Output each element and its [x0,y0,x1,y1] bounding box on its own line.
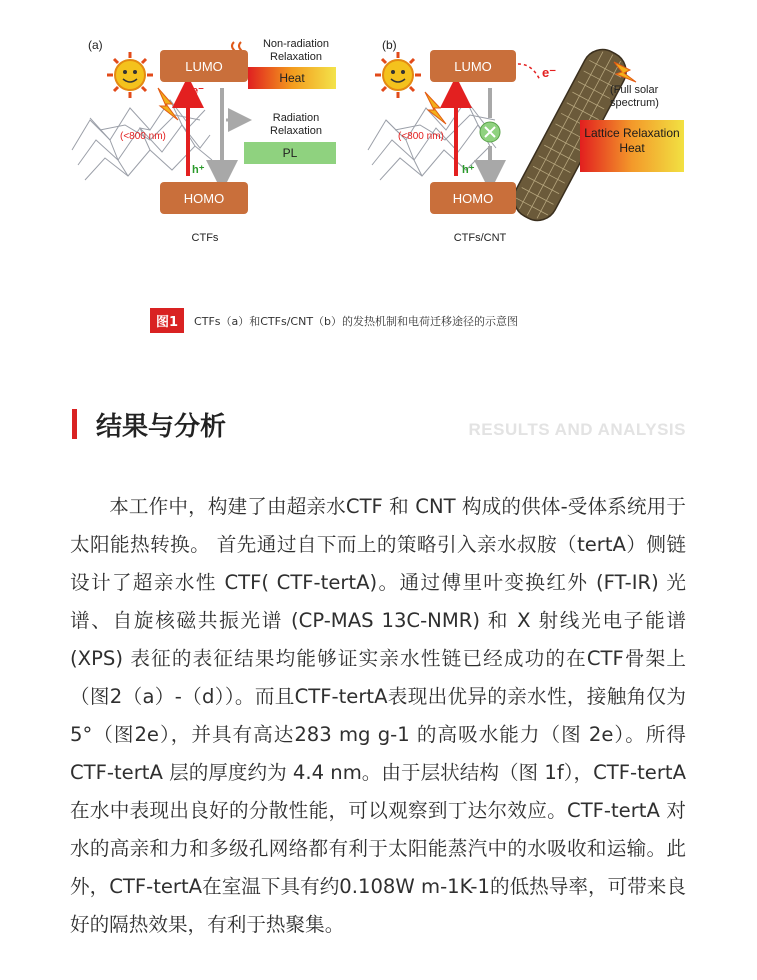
caption-text: CTFs（a）和CTFs/CNT（b）的发热机制和电荷迁移途径的示意图 [194,314,519,328]
sun-icon-b [375,52,421,98]
ctfs-cnt-sublabel: CTFs/CNT [453,232,507,244]
panel-b-label: (b) [382,38,397,52]
lumo-box-b: LUMO [430,50,516,82]
section-accent-bar [72,409,77,439]
body-paragraph: 本工作中，构建了由超亲水CTF 和 CNT 构成的供体-受体系统用于太阳能热转换。 首先通过自下而上的策略引入亲水叔胺（tertA）侧链设计了超亲水性 CTF( CTF-tertA)。通过傅里叶变换红外 (FT-IR) 光谱、自旋核磁共振光谱 (CP-MAS 13C-NMR) 和 X 射线光电子能谱 (XPS) 表征的表征结果均能够证实亲水性链已经成功的在CTF骨架上（图2（a）-（d））。而且CTF-tertA表现出优异的亲水性，接触角仅为5°（图2e），并具有高达283 mg g-1 的高吸水能力（图 2e）。所得 CTF-tertA 层的厚度约为 4.4 nm。由于层状结构（图 1f），CTF-tertA 在水中表现出良好的分散性能，可以观察到丁达尔效应。CTF-tertA 对水的高亲和力和多级孔网络都有利于太阳能蒸汽中的水吸收和运输。此外，CTF-tertA在室温下具有约0.108W m-1K-1的低热导率，可带来良好的隔热效果，有利于热聚集。 [70,495,686,936]
figure-tag: 图1 [150,308,184,333]
wavelength-label-a: (<800 nm) [120,131,166,142]
electron-transfer-path [512,64,540,80]
homo-box-b: HOMO [430,182,516,214]
section-header [72,404,686,444]
section-title-english: RESULTS AND ANALYSIS [468,420,686,439]
lattice-heat-box: Lattice Relaxation Heat [580,120,684,172]
pl-bar: PL [244,142,336,164]
wavelength-label-b: (<800 nm) [398,131,444,142]
figure-schematic [0,0,757,290]
ctfs-sublabel: CTFs [191,232,219,244]
nonradiation-label: Non-radiation Relaxation [262,38,330,63]
section-title: 结果与分析 [96,412,227,442]
electron-label-b: e⁻ [542,65,557,80]
panel-a-label: (a) [88,38,103,52]
full-solar-label: (Full solar spectrum) [610,84,659,109]
sun-icon [107,52,153,98]
hole-label-a: h⁺ [192,164,205,176]
hole-label-b: h⁺ [462,164,475,176]
heat-bar: Heat [248,67,336,89]
photon-icon-a [158,88,178,120]
electron-label-a: e⁻ [192,85,204,97]
figure-caption [150,308,518,333]
lumo-box-a: LUMO [160,50,248,82]
photon-icon-b [425,92,446,124]
homo-box-a: HOMO [160,182,248,214]
blocked-recombination-icon [480,122,500,142]
radiation-label: Radiation Relaxation [270,112,322,137]
